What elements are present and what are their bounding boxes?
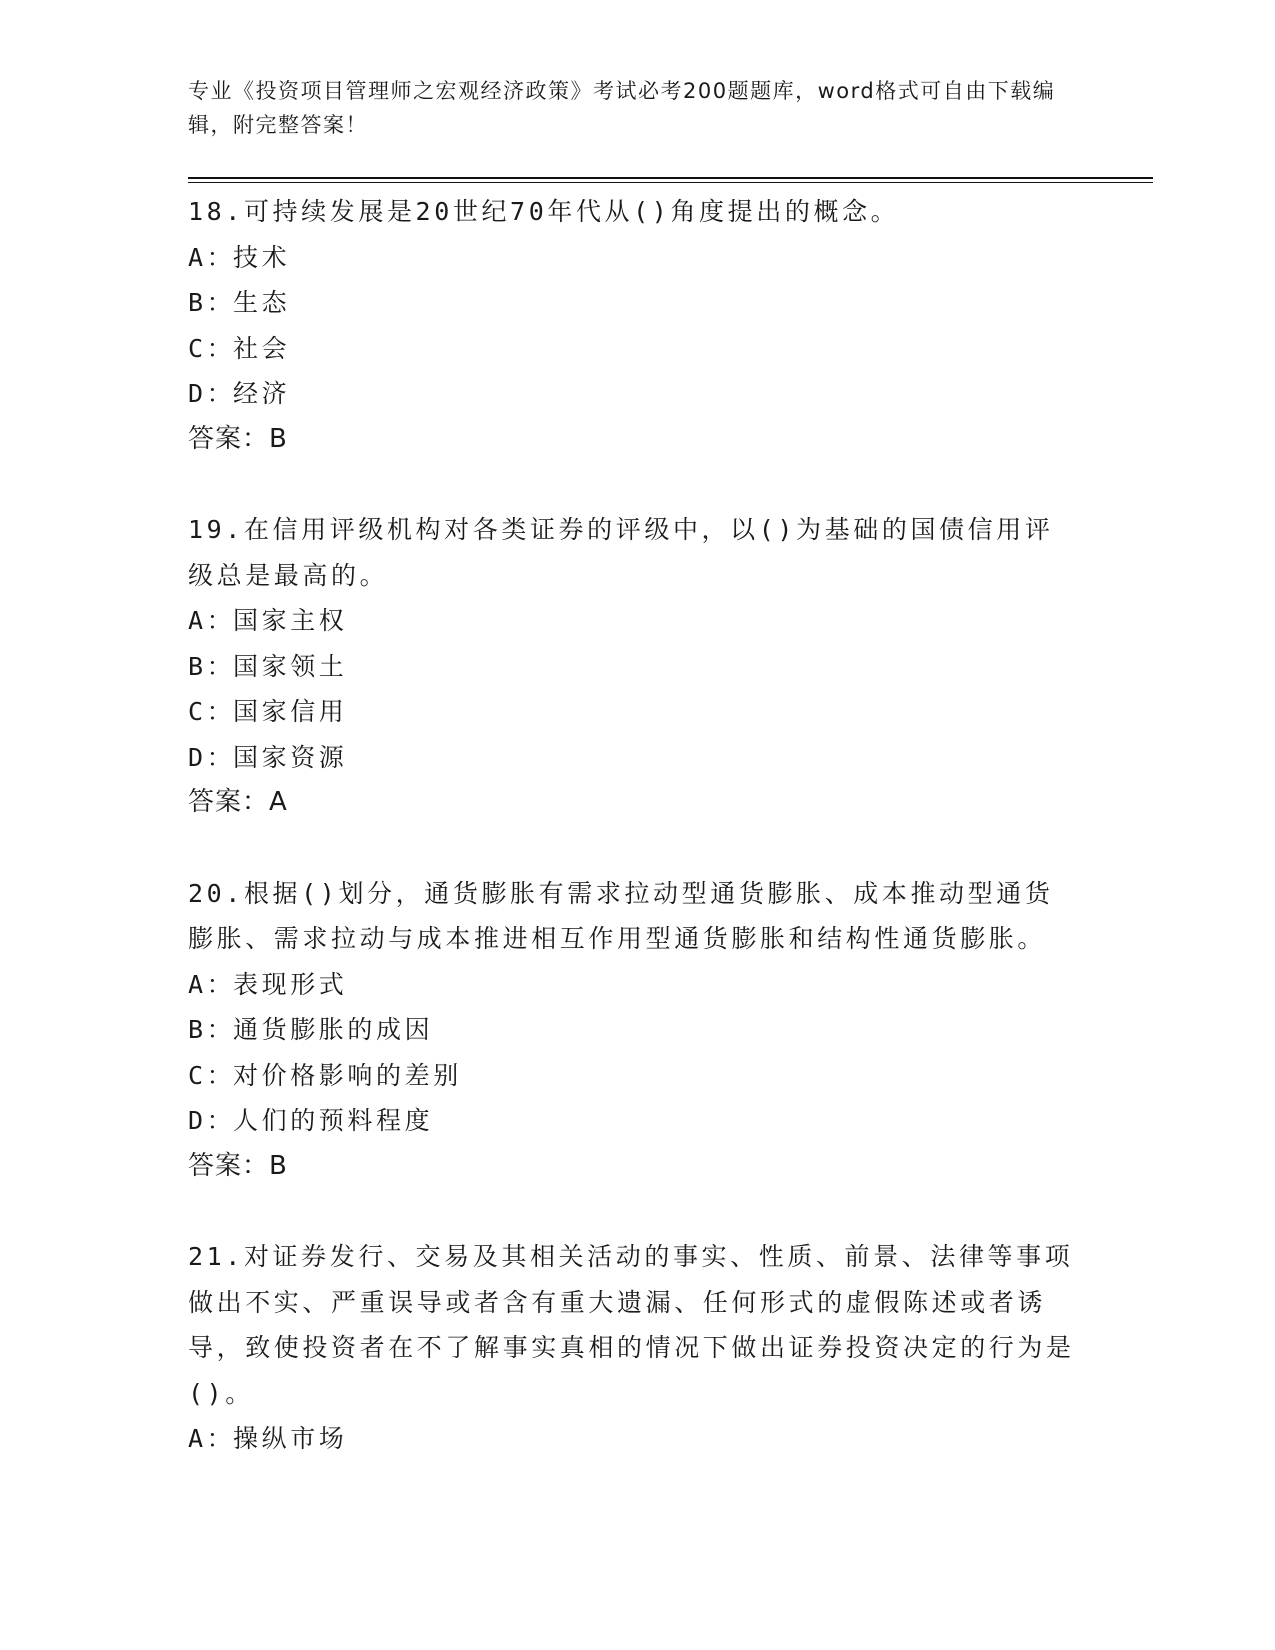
question-stem: 19.在信用评级机构对各类证券的评级中，以()为基础的国债信用评级总是最高的。 [188,515,1054,590]
option-a [188,962,1078,1008]
option-letter: C： [188,333,236,363]
option-letter: D： [188,379,236,408]
option-text: 国家信用 [233,697,348,726]
option-text: 国家资源 [233,742,348,772]
option-c [188,326,1078,372]
option-letter: A： [188,242,236,272]
option-letter: B： [188,651,236,681]
option-d [188,371,1078,417]
option-b [188,1007,1078,1053]
question-stem: 21.对证券发行、交易及其相关活动的事实、性质、前景、法律等事项做出不实、严重误导或者含有重大遗漏、任何形式的虚假陈述或者诱导，致使投资者在不了解事实真相的情况下做出证券投资决定的行为是()。 [188,1242,1075,1408]
option-a [188,235,1078,281]
option-c [188,1053,1078,1099]
question-18 [188,189,1078,462]
option-text: 人们的预料程度 [233,1106,434,1135]
option-letter: D： [188,742,236,772]
option-b [188,644,1078,690]
question-19 [188,507,1078,826]
option-b [188,280,1078,326]
option-text: 国家主权 [233,606,348,635]
answer-line: 答案：B [188,423,288,454]
option-text: 对价格影响的差别 [233,1060,462,1090]
option-letter: A： [188,969,236,999]
option-c [188,689,1078,735]
answer-line: 答案：B [188,1150,288,1181]
option-letter: B： [188,1015,236,1044]
question-stem: 18.可持续发展是20世纪70年代从()角度提出的概念。 [188,197,900,226]
option-text: 表现形式 [233,969,348,999]
option-text: 技术 [233,242,291,272]
question-21 [188,1234,1078,1462]
option-a [188,598,1078,644]
option-d [188,735,1078,781]
option-letter: C： [188,1060,236,1090]
option-text: 社会 [233,333,291,363]
option-letter: D： [188,1106,236,1135]
option-text: 国家领土 [233,651,348,681]
option-letter: B： [188,288,236,317]
option-letter: A： [188,606,236,635]
document-header: 专业《投资项目管理师之宏观经济政策》考试必考200题题库，word格式可自由下载编辑，附完整答案！ [188,79,1056,137]
header-rule-thick [188,177,1153,179]
option-a [188,1416,1078,1462]
header-rule-thin [188,182,1153,183]
option-text: 经济 [233,379,291,408]
option-d [188,1098,1078,1144]
option-letter: A： [188,1424,236,1453]
question-stem: 20.根据()划分，通货膨胀有需求拉动型通货膨胀、成本推动型通货膨胀、需求拉动与成本推进相互作用型通货膨胀和结构性通货膨胀。 [188,878,1054,953]
option-text: 生态 [233,288,291,317]
option-letter: C： [188,697,236,726]
option-text: 通货膨胀的成因 [233,1015,434,1044]
question-20 [188,871,1078,1190]
answer-line: 答案：A [188,787,288,817]
question-list [188,189,1078,1507]
option-text: 操纵市场 [233,1424,348,1453]
